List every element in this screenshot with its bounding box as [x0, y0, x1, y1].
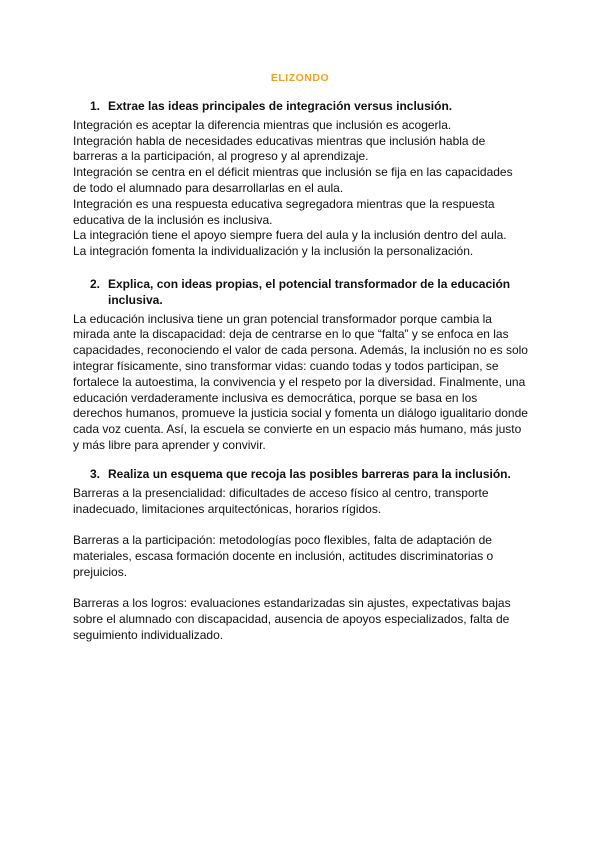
answer-paragraph: La integración fomenta la individualización y la inclusión la personalización. — [73, 244, 474, 259]
document-title: ELIZONDO — [270, 72, 330, 84]
answer-paragraph: Barreras a la presencialidad: dificultades de acceso físico al centro, transporte inadecuado, limitaciones arquitectónicas, horarios rígidos. — [73, 485, 489, 516]
answer-paragraph: La integración tiene el apoyo siempre fuera del aula y la inclusión dentro del aula. — [73, 228, 507, 243]
answer-paragraph: Barreras a los logros: evaluaciones estandarizadas sin ajustes, expectativas bajas sobre el alumnado con discapacidad, ausencia de apoyos especializados, falta de seguimiento individualizado. — [73, 596, 511, 642]
question-section-3 — [73, 467, 528, 644]
answer-paragraph: Integración habla de necesidades educativas mientras que inclusión habla de barreras a la participación, al progreso y al aprendizaje. — [73, 133, 486, 164]
answer-paragraph: La educación inclusiva tiene un gran potencial transformador porque cambia la mirada ante la discapacidad: deja de centrarse en lo que “falta” y se enfoca en las capacidades, reconociendo el valor de cada persona. Además, la inclusión no es solo integrar físicamente, sino transformar vidas: cuando todas y todos participan, se fortalece la autoestima, la convivencia y el respeto por la diversidad. Finalmente, una educación verdaderamente inclusiva es democrática, porque se basa en los derechos humanos, promueve la justicia social y fomenta un diálogo igualitario donde cada voz cuenta. Así, la escuela se convierte en un espacio más humano, más justo y más libre para aprender y convivir. — [73, 311, 528, 452]
question-number: 3. — [90, 467, 101, 481]
question-heading-2 — [73, 277, 528, 309]
question-number: 1. — [90, 99, 101, 113]
question-number: 2. — [90, 277, 101, 291]
answer-paragraph: Integración es una respuesta educativa segregadora mientras que la respuesta educativa de la inclusión es inclusiva. — [73, 196, 495, 227]
answer-paragraph: Integración es aceptar la diferencia mientras que inclusión es acogerla. — [73, 117, 452, 132]
question-heading-text: Realiza un esquema que recoja las posibles barreras para la inclusión. — [108, 467, 511, 481]
question-heading-3 — [73, 467, 528, 483]
question-section-2 — [73, 277, 528, 454]
question-heading-text: Explica, con ideas propias, el potencial transformador de la educación inclusiva. — [108, 277, 511, 307]
question-section-1 — [73, 99, 528, 260]
answer-paragraph: Integración se centra en el déficit mientras que inclusión se fija en las capacidades de todo el alumnado para desarrollarlas en el aula. — [73, 165, 513, 195]
answer-paragraph: Barreras a la participación: metodologías poco flexibles, falta de adaptación de materiales, escasa formación docente en inclusión, actitudes discriminatorias o prejuicios. — [73, 533, 494, 579]
question-heading-text: Extrae las ideas principales de integración versus inclusión. — [108, 99, 453, 113]
question-heading-1 — [73, 99, 528, 115]
